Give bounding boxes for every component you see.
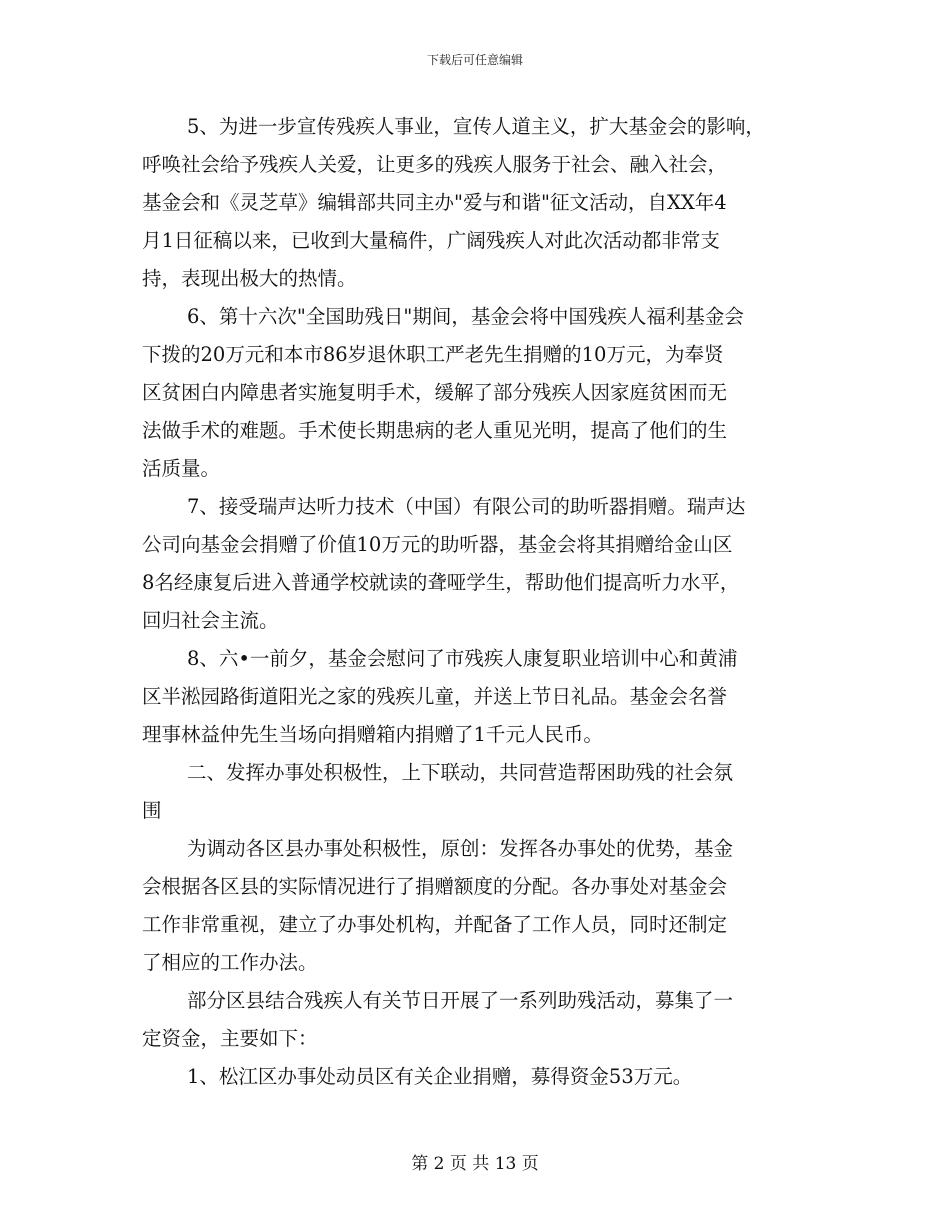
section-heading-2	[142, 754, 824, 830]
section-heading-line: 围	[142, 799, 162, 822]
paragraph-line: 部分区县结合残疾人有关节日开展了一系列助残活动，募集了一	[187, 989, 734, 1012]
paragraph-songjiang	[142, 1058, 824, 1096]
paragraph-line: 定资金，主要如下：	[142, 1027, 318, 1050]
paragraph-line: 8、六•一前夕，基金会慰问了市残疾人康复职业培训中心和黄浦	[187, 647, 738, 670]
paragraph-line: 区半淞园路街道阳光之家的残疾儿童，并送上节日礼品。基金会名誉	[142, 685, 728, 708]
paragraph-line: 月1日征稿以来，已收到大量稿件，广阔残疾人对此次活动都非常支	[142, 229, 720, 252]
paragraph-line: 公司向基金会捐赠了价值10万元的助听器，基金会将其捐赠给金山区	[142, 533, 733, 556]
page-footer: 第 2 页 共 13 页	[411, 1154, 539, 1174]
paragraph-line: 6、第十六次"全国助残日"期间，基金会将中国残疾人福利基金会	[187, 305, 744, 328]
paragraph-line: 1、松江区办事处动员区有关企业捐赠，募得资金53万元。	[187, 1065, 693, 1088]
paragraph-line: 会根据各区县的实际情况进行了捐赠额度的分配。各办事处对基金会	[142, 875, 728, 898]
paragraph-line: 为调动各区县办事处积极性，原创：发挥各办事处的优势，基金	[187, 837, 734, 860]
paragraph-item-8	[142, 640, 824, 754]
document-body	[142, 108, 824, 1096]
page-header: 下载后可任意编辑	[426, 53, 523, 67]
paragraph-office-role	[142, 830, 824, 982]
paragraph-line: 5、为进一步宣传残疾人事业，宣传人道主义，扩大基金会的影响，	[187, 115, 765, 138]
paragraph-line: 持，表现出极大的热情。	[142, 267, 357, 290]
paragraph-line: 区贫困白内障患者实施复明手术，缓解了部分残疾人因家庭贫困而无	[142, 381, 728, 404]
paragraph-district-activities	[142, 982, 824, 1058]
paragraph-line: 理事林益仲先生当场向捐赠箱内捐赠了1千元人民币。	[142, 723, 603, 746]
paragraph-line: 回归社会主流。	[142, 609, 279, 632]
paragraph-item-5	[142, 108, 824, 298]
paragraph-line: 活质量。	[142, 457, 221, 480]
paragraph-item-7	[142, 488, 824, 640]
paragraph-line: 8名经康复后进入普通学校就读的聋哑学生，帮助他们提高听力水平，	[142, 571, 740, 594]
paragraph-line: 呼唤社会给予残疾人关爱，让更多的残疾人服务于社会、融入社会，	[142, 153, 728, 176]
paragraph-line: 7、接受瑞声达听力技术（中国）有限公司的助听器捐赠。瑞声达	[187, 495, 746, 518]
paragraph-line: 了相应的工作办法。	[142, 951, 318, 974]
paragraph-line: 下拨的20万元和本市86岁退休职工严老先生捐赠的10万元，为奉贤	[142, 343, 724, 366]
paragraph-line: 基金会和《灵芝草》编辑部共同主办"爱与和谐"征文活动，自XX年4	[142, 191, 727, 214]
paragraph-line: 法做手术的难题。手术使长期患病的老人重见光明，提高了他们的生	[142, 419, 728, 442]
paragraph-line: 工作非常重视，建立了办事处机构，并配备了工作人员，同时还制定	[142, 913, 728, 936]
paragraph-item-6	[142, 298, 824, 488]
section-heading-line: 二、发挥办事处积极性，上下联动，共同营造帮困助残的社会氛	[187, 761, 734, 784]
